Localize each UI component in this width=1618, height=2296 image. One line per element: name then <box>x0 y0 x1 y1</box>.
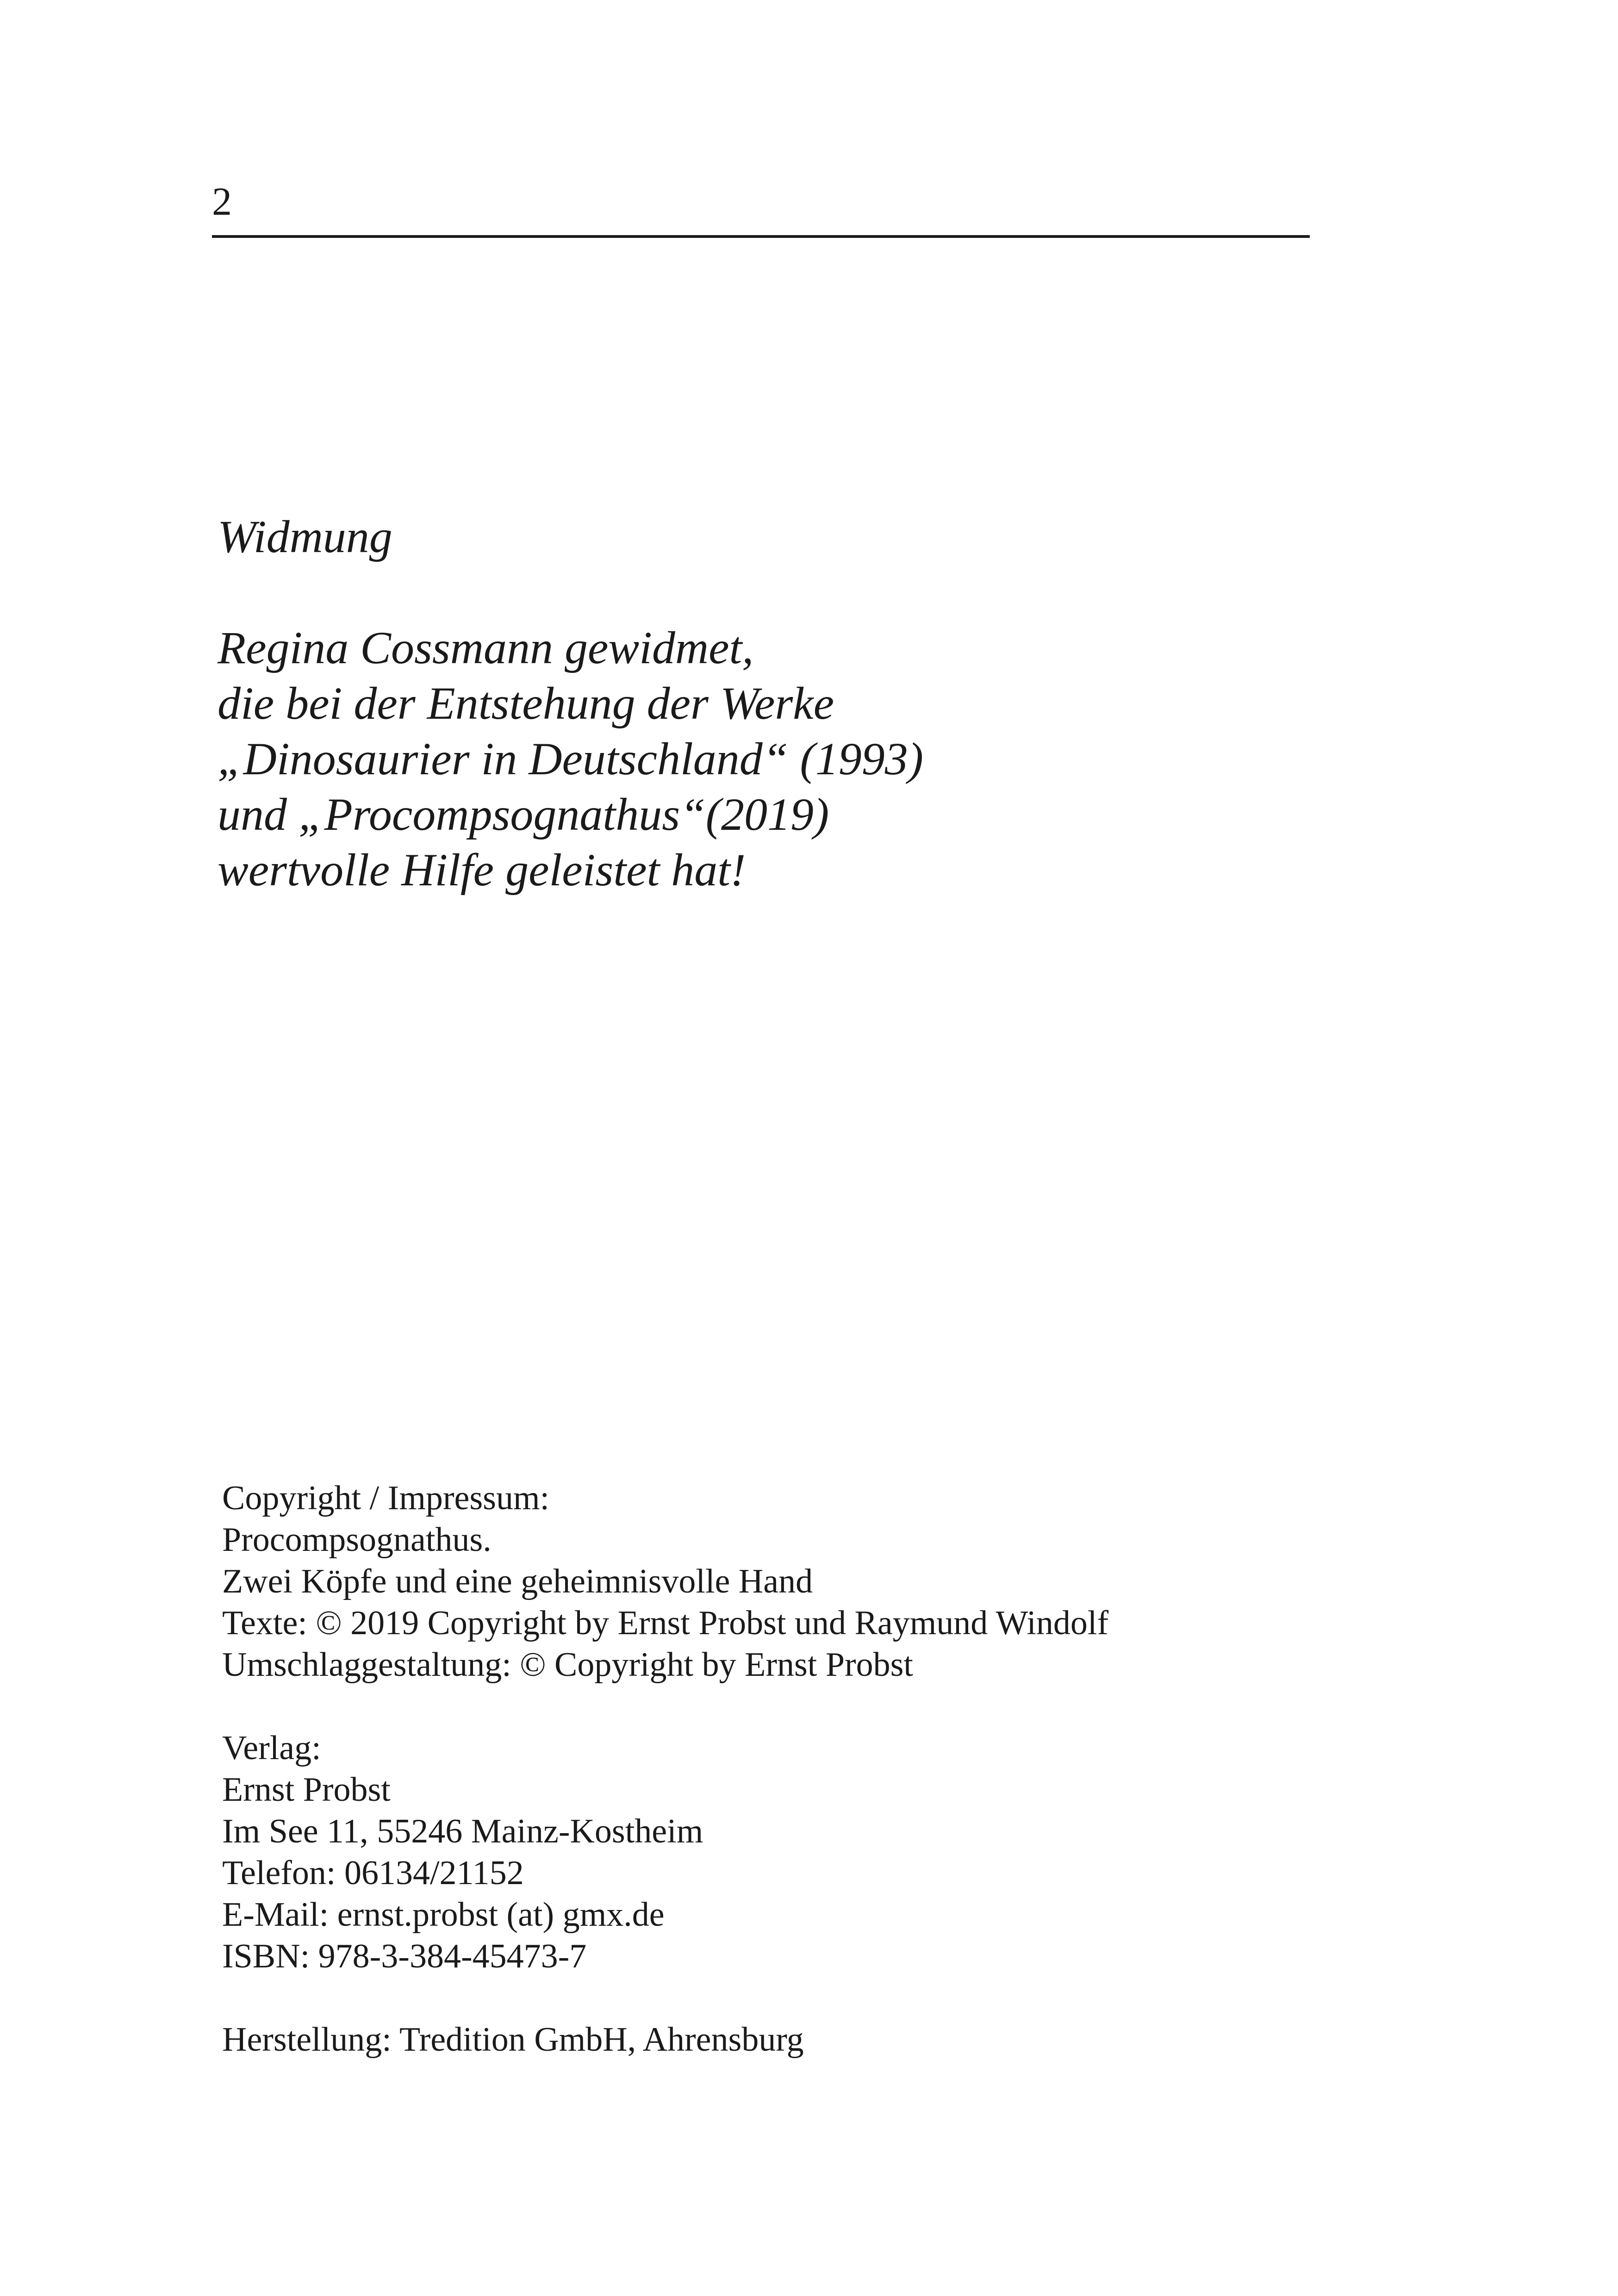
dedication-line: Regina Cossmann gewidmet, <box>218 622 754 673</box>
dedication-heading: Widmung <box>218 511 392 562</box>
production-line: Herstellung: Tredition GmbH, Ahrensburg <box>222 2021 804 2059</box>
spacer <box>222 1686 1108 1727</box>
publisher-heading: Verlag: <box>222 1729 321 1767</box>
text-copyright: Texte: © 2019 Copyright by Ernst Probst und Raymund Windolf <box>222 1604 1109 1642</box>
copyright-heading: Copyright / Impressum: <box>222 1479 550 1517</box>
publisher-address: Im See 11, 55246 Mainz-Kostheim <box>222 1812 703 1850</box>
dedication-line: wertvolle Hilfe geleistet hat! <box>218 844 746 896</box>
dedication-text <box>218 620 923 898</box>
publisher-name: Ernst Probst <box>222 1771 391 1809</box>
isbn: ISBN: 978-3-384-45473-7 <box>222 1937 587 1975</box>
imprint-block <box>222 1477 1108 2060</box>
cover-copyright: Umschlaggestaltung: © Copyright by Ernst Probst <box>222 1646 913 1684</box>
book-title: Procompsognathus. <box>222 1521 492 1559</box>
spacer <box>222 1977 1108 2019</box>
page-number: 2 <box>212 179 232 224</box>
dedication-line: und „Procompsognathus“(2019) <box>218 789 829 840</box>
publisher-phone: Telefon: 06134/21152 <box>222 1854 524 1892</box>
dedication-line: „Dinosaurier in Deutschland“ (1993) <box>218 733 923 784</box>
book-subtitle: Zwei Köpfe und eine geheimnisvolle Hand <box>222 1562 813 1600</box>
dedication-line: die bei der Entstehung der Werke <box>218 678 834 729</box>
header-rule <box>212 235 1310 238</box>
publisher-email: E-Mail: ernst.probst (at) gmx.de <box>222 1896 665 1934</box>
